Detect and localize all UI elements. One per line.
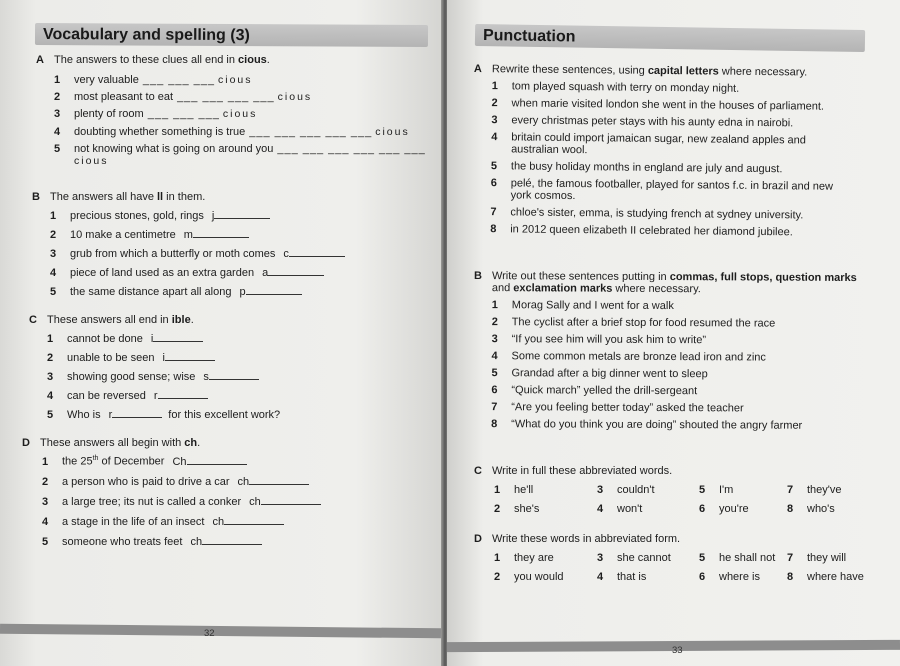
sentence-text: “Are you feeling better today” asked the teacher: [511, 401, 744, 415]
answer-blank[interactable]: [268, 266, 324, 276]
item-number: 3: [54, 108, 61, 120]
answer-blank[interactable]: [214, 209, 270, 219]
list-item: [50, 266, 432, 279]
item-number: 6: [699, 503, 706, 515]
list-item-continued: [74, 155, 436, 167]
list-item: [492, 97, 894, 113]
answer-blank[interactable]: [187, 455, 247, 465]
answer-start-letter: r: [153, 390, 158, 402]
grid-item: [787, 552, 846, 564]
item-number: 3: [42, 496, 49, 508]
sentence-text: Morag Sally and I went for a walk: [511, 299, 674, 313]
right-section-c: [474, 465, 894, 477]
grid-word: who's: [807, 503, 835, 515]
answer-blank[interactable]: [202, 535, 262, 545]
left-footer-bar: [0, 624, 441, 639]
item-number: 1: [54, 74, 61, 86]
answer-blank[interactable]: [112, 408, 162, 418]
item-number: 3: [597, 552, 604, 564]
item-number: 6: [490, 177, 497, 190]
list-item: [492, 316, 894, 330]
list-item: [42, 495, 422, 508]
sentence-text: pelé, the famous footballer, played for santos f.c. in brazil and new: [510, 177, 834, 193]
list-item: [491, 384, 893, 398]
left-section-c: [29, 314, 429, 421]
item-number: 5: [54, 143, 61, 155]
grid-word: she's: [514, 503, 540, 515]
clue-text: unable to be seen: [67, 352, 155, 364]
clue-text: grub from which a butterfly or moth comes: [70, 248, 276, 260]
item-number: 5: [490, 160, 498, 173]
section-letter: C: [29, 314, 37, 326]
sentence-text: “If you see him will you ask him to write”: [511, 333, 707, 347]
grid-word: he'll: [514, 484, 534, 496]
sentence-text: Grandad after a big dinner went to sleep: [511, 367, 708, 381]
item-number: 3: [491, 333, 498, 346]
grid-word: where have: [807, 571, 864, 583]
left-page-title: Vocabulary and spelling (3): [42, 26, 250, 45]
item-number: 4: [54, 126, 61, 138]
list-item: [47, 351, 429, 364]
answer-suffix: cious: [74, 155, 109, 167]
section-header: [36, 54, 436, 66]
section-header: [474, 533, 894, 545]
answer-blank[interactable]: [261, 495, 321, 505]
item-number: 5: [491, 367, 498, 380]
list-item: [490, 206, 892, 222]
item-number: 5: [42, 536, 49, 548]
list-item: [491, 114, 893, 130]
grid-word: where is: [719, 571, 760, 583]
clue-text: the same distance apart all along: [70, 286, 232, 298]
grid-item: [494, 484, 533, 496]
answer-blank[interactable]: [246, 285, 302, 295]
answer-blank[interactable]: [224, 515, 284, 525]
list-item: [42, 455, 422, 468]
list-item: [47, 408, 429, 421]
grid-item: [494, 503, 539, 515]
answer-blank[interactable]: [249, 475, 309, 485]
sentence-text: the busy holiday months in england are july and august.: [510, 160, 783, 176]
item-number: 1: [494, 484, 501, 496]
item-number: 4: [42, 516, 49, 528]
list-item: [491, 160, 893, 176]
section-instructions: Write in full these abbreviated words.: [492, 465, 673, 477]
answer-dashes: ___ ___ ___ ___: [177, 91, 275, 103]
item-number: 7: [787, 552, 794, 564]
grid-word: they will: [807, 552, 847, 564]
left-section-b: [32, 191, 432, 298]
clue-text: plenty of room: [74, 108, 144, 120]
answer-start-letter: i: [150, 333, 154, 345]
clue-text: most pleasant to eat: [74, 91, 174, 103]
left-title-bar: [35, 23, 428, 47]
section-header: [22, 437, 422, 449]
grid-item: [597, 484, 655, 496]
abbreviation-grid-d: [494, 552, 894, 592]
list-item: [42, 475, 422, 488]
grid-item: [699, 552, 775, 564]
item-number: 2: [47, 352, 54, 364]
list-item: [47, 370, 429, 383]
list-item: [491, 401, 893, 415]
section-instructions-line2: and exclamation marks where necessary.: [491, 282, 701, 296]
list-item: [50, 228, 432, 241]
item-number: 2: [494, 503, 501, 515]
sentence-text: chloe's sister, emma, is studying french at sydney university.: [510, 206, 804, 222]
section-instructions: Rewrite these sentences, using capital letters where necessary.: [491, 63, 808, 79]
section-header: [474, 63, 894, 79]
sentence-text: “What do you think you are doing” shouted the angry farmer: [511, 418, 803, 432]
list-item: [54, 74, 436, 86]
section-instructions: The answers to these clues all end in cious.: [54, 54, 270, 66]
list-item: [491, 418, 893, 432]
answer-start-letter: m: [183, 229, 193, 241]
answer-blank[interactable]: [193, 228, 249, 238]
answer-dashes: ___ ___ ___: [142, 74, 215, 86]
answer-suffix: cious: [218, 74, 253, 86]
item-number: 2: [54, 91, 61, 103]
item-number: 8: [787, 571, 794, 583]
answer-suffix: cious: [277, 91, 313, 103]
right-section-a: [472, 63, 894, 239]
sentence-text: when marie visited london she went in the houses of parliament.: [511, 97, 825, 113]
answer-start-letter: c: [283, 248, 289, 260]
list-item: [47, 389, 429, 402]
item-number: 1: [50, 210, 57, 222]
grid-word: you're: [719, 503, 749, 515]
item-number: 3: [491, 114, 498, 127]
section-letter: C: [474, 465, 482, 477]
clue-text: a stage in the life of an insect: [62, 516, 205, 528]
grid-item: [787, 571, 864, 583]
clue-text: Who is: [67, 409, 101, 421]
sentence-text: in 2012 queen elizabeth II celebrated her diamond jubilee.: [510, 223, 793, 239]
item-number: 7: [787, 484, 794, 496]
clue-text-after: for this excellent work?: [168, 409, 281, 421]
right-page-title: Punctuation: [482, 27, 576, 46]
answer-start-letter: j: [211, 210, 215, 222]
clue-text: cannot be done: [67, 333, 143, 345]
sentence-text-continued: australian wool.: [511, 143, 588, 157]
list-item: [54, 126, 436, 138]
grid-word: you would: [514, 571, 564, 583]
answer-dashes: ___ ___ ___ ___ ___ ___: [277, 143, 426, 155]
clue-text: the 25th of December: [62, 455, 165, 468]
grid-item: [597, 552, 671, 564]
section-letter: B: [473, 270, 482, 283]
list-item: [54, 108, 436, 120]
list-item: [47, 332, 429, 345]
item-number: 1: [491, 80, 498, 93]
left-page: [0, 0, 445, 666]
left-section-a: [36, 54, 436, 167]
item-number: 8: [787, 503, 794, 515]
section-instructions: These answers all begin with ch.: [40, 437, 201, 449]
item-number: 7: [491, 401, 498, 414]
grid-item: [494, 552, 554, 564]
item-number: 1: [491, 299, 498, 312]
item-number: 4: [491, 131, 498, 144]
item-number: 3: [50, 248, 57, 260]
grid-word: she cannot: [617, 552, 671, 564]
clue-text: not knowing what is going on around you: [74, 143, 274, 155]
item-number: 7: [490, 206, 497, 219]
answer-start-letter: ch: [212, 516, 225, 528]
item-number: 5: [50, 286, 57, 298]
sentence-text: “Quick march” yelled the drill-sergeant: [511, 384, 698, 398]
list-item: [492, 350, 894, 364]
right-section-b: [473, 270, 894, 432]
left-page-number: 32: [204, 628, 215, 639]
section-letter: A: [473, 63, 482, 76]
list-item: [490, 223, 892, 239]
left-section-d: [22, 437, 422, 548]
section-instructions: These answers all end in ible.: [47, 314, 194, 326]
list-item: [50, 285, 432, 298]
sentence-text: tom played squash with terry on monday night.: [511, 80, 740, 95]
list-item: [492, 80, 894, 96]
grid-item: [494, 571, 564, 583]
answer-start-letter: ch: [190, 536, 203, 548]
grid-word: he shall not: [719, 552, 776, 564]
section-header: [32, 191, 432, 203]
answer-blank[interactable]: [209, 370, 259, 380]
grid-word: couldn't: [617, 484, 655, 496]
item-number: 1: [42, 456, 49, 468]
list-item: [492, 299, 894, 313]
abbreviation-grid-c: [494, 484, 894, 524]
answer-blank[interactable]: [289, 247, 345, 257]
right-page-number: 33: [672, 645, 683, 656]
item-number: 3: [597, 484, 604, 496]
grid-item: [699, 571, 760, 583]
list-item: [50, 247, 432, 260]
grid-item: [699, 503, 749, 515]
list-item: [42, 535, 422, 548]
item-number: 2: [50, 229, 57, 241]
answer-start-letter: ch: [249, 496, 261, 508]
clue-text: piece of land used as an extra garden: [70, 267, 255, 279]
list-item: [50, 209, 432, 222]
item-number: 5: [699, 552, 706, 564]
clue-text: doubting whether something is true: [74, 126, 246, 138]
answer-start-letter: a: [262, 267, 269, 279]
clue-text: very valuable: [74, 74, 139, 86]
grid-word: won't: [617, 503, 643, 515]
right-page: [447, 0, 900, 666]
sentence-text: every christmas peter stays with his aunty edna in nairobi.: [511, 114, 794, 130]
sentence-text: The cyclist after a brief stop for food resumed the race: [511, 316, 776, 330]
sentence-text: Some common metals are bronze lead iron and zinc: [511, 350, 766, 364]
answer-suffix: cious: [375, 126, 410, 138]
list-item: [54, 91, 436, 103]
section-letter: A: [36, 54, 44, 66]
list-item: [492, 333, 894, 347]
grid-word: I'm: [719, 484, 734, 496]
item-number: 6: [699, 571, 706, 583]
sentence-text-continued: york cosmos.: [510, 189, 576, 203]
section-instructions: The answers all have ll in them.: [50, 191, 206, 203]
item-number: 2: [491, 316, 498, 329]
answer-start-letter: r: [108, 409, 113, 421]
item-number: 2: [42, 476, 49, 488]
section-header: [29, 314, 429, 326]
answer-start-letter: s: [203, 371, 209, 383]
grid-item: [597, 503, 642, 515]
list-item: [491, 367, 893, 381]
clue-text: a large tree; its nut is called a conker: [62, 496, 242, 508]
section-letter: D: [474, 533, 482, 545]
item-number: 4: [597, 571, 604, 583]
answer-blank[interactable]: [158, 389, 208, 399]
grid-word: that is: [617, 571, 647, 583]
section-header: [474, 465, 894, 477]
section-letter: B: [32, 191, 40, 203]
right-title-bar: [475, 24, 865, 52]
clue-text: can be reversed: [67, 390, 146, 402]
answer-start-letter: ch: [237, 476, 250, 488]
item-number: 1: [47, 333, 54, 345]
answer-dashes: ___ ___ ___: [147, 108, 220, 120]
item-number: 1: [494, 552, 501, 564]
answer-blank[interactable]: [153, 332, 203, 342]
item-number: 5: [47, 409, 54, 421]
section-instructions: Write these words in abbreviated form.: [492, 533, 681, 545]
item-number: 8: [490, 223, 497, 236]
item-number: 5: [699, 484, 706, 496]
list-item: [42, 515, 422, 528]
item-number: 6: [491, 384, 498, 397]
answer-start-letter: i: [162, 352, 165, 364]
answer-start-letter: p: [239, 286, 246, 298]
grid-item: [787, 503, 835, 515]
grid-word: they are: [514, 552, 554, 564]
clue-text: a person who is paid to drive a car: [62, 476, 230, 488]
item-number: 2: [494, 571, 501, 583]
clue-text: someone who treats feet: [62, 536, 183, 548]
section-letter: D: [22, 437, 30, 449]
answer-dashes: ___ ___ ___ ___ ___: [249, 126, 373, 138]
item-number: 4: [50, 267, 57, 279]
clue-text: precious stones, gold, rings: [70, 210, 204, 222]
answer-blank[interactable]: [165, 351, 215, 361]
answer-suffix: cious: [222, 108, 258, 120]
item-number: 8: [491, 418, 498, 431]
list-item: [54, 143, 436, 155]
grid-item: [699, 484, 733, 496]
item-number: 3: [47, 371, 54, 383]
item-number: 4: [491, 350, 498, 363]
grid-word: they've: [807, 484, 842, 496]
answer-start-letter: Ch: [172, 456, 187, 468]
item-number: 2: [491, 97, 498, 110]
section-instructions: Write out these sentences putting in commas, full stops, question marks: [491, 270, 857, 285]
clue-text: 10 make a centimetre: [70, 229, 176, 241]
right-section-d: [474, 533, 894, 545]
clue-text: showing good sense; wise: [67, 371, 196, 383]
grid-item: [597, 571, 646, 583]
grid-item: [787, 484, 842, 496]
sentence-text: britain could import jamaican sugar, new zealand apples and: [511, 131, 807, 147]
item-number: 4: [47, 390, 54, 402]
item-number: 4: [597, 503, 604, 515]
